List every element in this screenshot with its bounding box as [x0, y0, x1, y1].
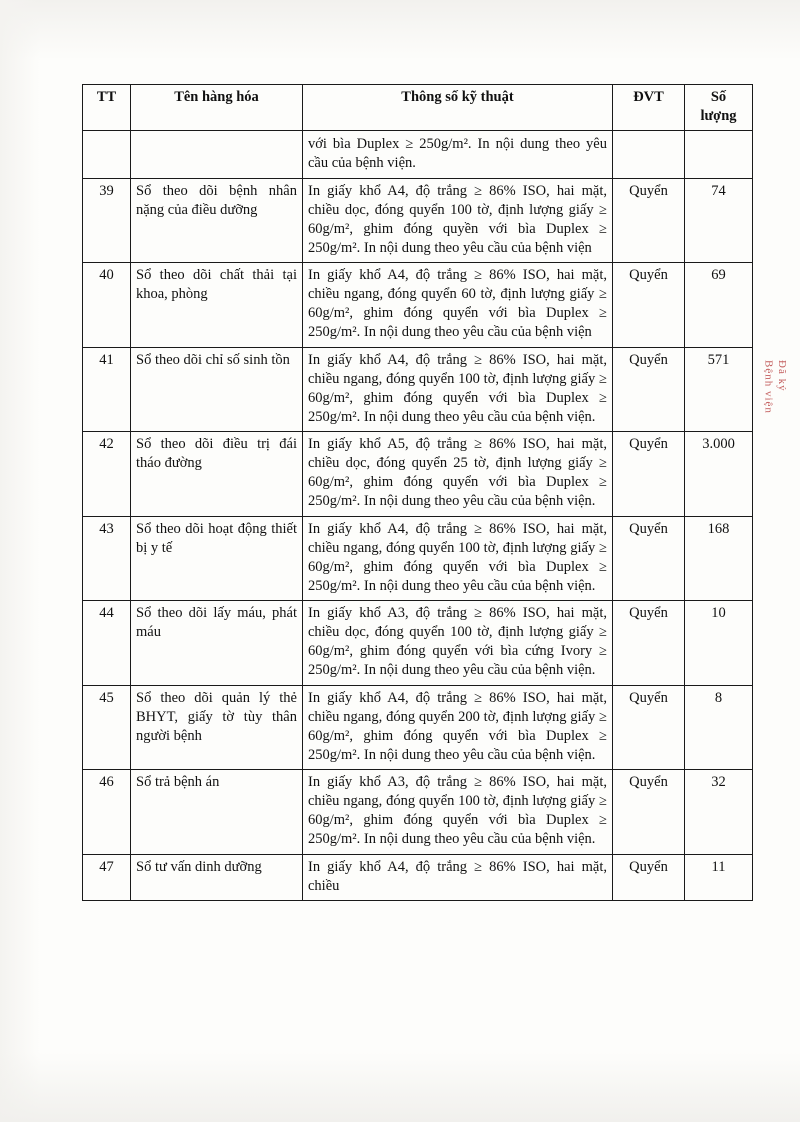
table-row — [83, 131, 753, 178]
red-stamp-mark — [754, 360, 788, 414]
cell-name: Sổ theo dõi lấy máu, phát máu — [131, 601, 303, 686]
goods-specification-table-container — [82, 84, 752, 901]
cell-quantity: 571 — [685, 347, 753, 432]
stamp-line-1: Đã ký — [776, 360, 788, 392]
cell-spec: In giấy khổ A4, độ trắng ≥ 86% ISO, hai mặt, chiều — [303, 854, 613, 900]
stamp-line-2: Bệnh viện — [762, 360, 775, 414]
cell-name: Sổ theo dõi chất thải tại khoa, phòng — [131, 263, 303, 348]
cell-tt: 43 — [83, 516, 131, 601]
column-header-name: Tên hàng hóa — [131, 85, 303, 131]
cell-quantity: 32 — [685, 770, 753, 855]
page-edge-shading-bottom — [0, 1052, 800, 1122]
cell-spec: In giấy khổ A3, độ trắng ≥ 86% ISO, hai mặt, chiều dọc, đóng quyển 100 tờ, định lượng giấy ≥ 60g/m², ghim đóng quyển với bìa cứng Ivory ≥ 250g/m². In nội dung theo yêu cầu của bệnh viện. — [303, 601, 613, 686]
cell-tt: 46 — [83, 770, 131, 855]
cell-name: Sổ theo dõi quản lý thẻ BHYT, giấy tờ tùy thân người bệnh — [131, 685, 303, 770]
cell-name: Sổ theo dõi điều trị đái tháo đường — [131, 432, 303, 517]
cell-spec: In giấy khổ A4, độ trắng ≥ 86% ISO, hai mặt, chiều ngang, đóng quyển 100 tờ, định lượng giấy ≥ 60g/m², ghim đóng quyển với bìa Duplex ≥ 250g/m². In nội dung theo yêu cầu của bệnh viện. — [303, 516, 613, 601]
cell-tt: 41 — [83, 347, 131, 432]
table-header-row — [83, 85, 753, 131]
column-header-quantity-line1: Số — [710, 89, 727, 105]
cell-spec: In giấy khổ A4, độ trắng ≥ 86% ISO, hai mặt, chiều ngang, đóng quyển 200 tờ, định lượng giấy ≥ 60g/m², ghim đóng quyển với bìa Duplex ≥ 250g/m². In nội dung theo yêu cầu của bệnh viện. — [303, 685, 613, 770]
cell-tt: 39 — [83, 178, 131, 263]
cell-unit: Quyển — [613, 178, 685, 263]
cell-unit: Quyển — [613, 347, 685, 432]
table-row — [83, 347, 753, 432]
cell-tt: 40 — [83, 263, 131, 348]
cell-quantity — [685, 131, 753, 178]
page-edge-shading-left — [0, 0, 40, 1122]
cell-spec: với bìa Duplex ≥ 250g/m². In nội dung theo yêu cầu của bệnh viện. — [303, 131, 613, 178]
cell-unit: Quyển — [613, 516, 685, 601]
cell-name: Sổ trả bệnh án — [131, 770, 303, 855]
column-header-unit: ĐVT — [613, 85, 685, 131]
table-row — [83, 601, 753, 686]
table-row — [83, 854, 753, 900]
cell-name: Sổ theo dõi bệnh nhân nặng của điều dưỡng — [131, 178, 303, 263]
cell-spec: In giấy khổ A4, độ trắng ≥ 86% ISO, hai mặt, chiều ngang, đóng quyển 100 tờ, định lượng giấy ≥ 60g/m², ghim đóng quyển với bìa Duplex ≥ 250g/m². In nội dung theo yêu cầu của bệnh viện. — [303, 347, 613, 432]
table-body — [83, 131, 753, 901]
column-header-quantity-line2: lượng — [700, 108, 737, 125]
cell-unit: Quyển — [613, 854, 685, 900]
page-edge-shading-top — [0, 0, 800, 60]
cell-unit: Quyển — [613, 601, 685, 686]
cell-name — [131, 131, 303, 178]
cell-quantity: 168 — [685, 516, 753, 601]
column-header-quantity — [685, 85, 753, 131]
cell-tt: 42 — [83, 432, 131, 517]
cell-tt — [83, 131, 131, 178]
cell-quantity: 11 — [685, 854, 753, 900]
cell-quantity: 10 — [685, 601, 753, 686]
cell-name: Sổ theo dõi hoạt động thiết bị y tế — [131, 516, 303, 601]
cell-spec: In giấy khổ A3, độ trắng ≥ 86% ISO, hai mặt, chiều ngang, đóng quyển 100 tờ, định lượng giấy ≥ 60g/m², ghim đóng quyển với bìa Duplex ≥ 250g/m². In nội dung theo yêu cầu của bệnh viện. — [303, 770, 613, 855]
cell-unit — [613, 131, 685, 178]
cell-tt: 45 — [83, 685, 131, 770]
cell-spec: In giấy khổ A5, độ trắng ≥ 86% ISO, hai mặt, chiều dọc, đóng quyển 25 tờ, định lượng giấy ≥ 60g/m², ghim đóng quyển với bìa Duplex ≥ 250g/m². In nội dung theo yêu cầu của bệnh viện. — [303, 432, 613, 517]
table-row — [83, 770, 753, 855]
column-header-tt: TT — [83, 85, 131, 131]
cell-unit: Quyển — [613, 263, 685, 348]
cell-quantity: 69 — [685, 263, 753, 348]
cell-unit: Quyển — [613, 685, 685, 770]
cell-name: Sổ tư vấn dinh dưỡng — [131, 854, 303, 900]
cell-spec: In giấy khổ A4, độ trắng ≥ 86% ISO, hai mặt, chiều dọc, đóng quyển 100 tờ, định lượng giấy ≥ 60g/m², ghim đóng quyền với bìa Duplex ≥ 250g/m². In nội dung theo yêu cầu của bệnh viện — [303, 178, 613, 263]
cell-tt: 44 — [83, 601, 131, 686]
column-header-spec: Thông số kỹ thuật — [303, 85, 613, 131]
cell-unit: Quyển — [613, 432, 685, 517]
table-row — [83, 685, 753, 770]
cell-quantity: 8 — [685, 685, 753, 770]
cell-unit: Quyển — [613, 770, 685, 855]
cell-quantity: 3.000 — [685, 432, 753, 517]
table-row — [83, 432, 753, 517]
cell-name: Sổ theo dõi chỉ số sinh tồn — [131, 347, 303, 432]
table-row — [83, 178, 753, 263]
table-row — [83, 516, 753, 601]
cell-tt: 47 — [83, 854, 131, 900]
cell-quantity: 74 — [685, 178, 753, 263]
cell-spec: In giấy khổ A4, độ trắng ≥ 86% ISO, hai mặt, chiều ngang, đóng quyển 60 tờ, định lượng giấy ≥ 60g/m², ghim đóng quyển với bìa Duplex ≥ 250g/m². In nội dung theo yêu cầu của bệnh viện — [303, 263, 613, 348]
goods-specification-table — [82, 84, 753, 901]
table-row — [83, 263, 753, 348]
